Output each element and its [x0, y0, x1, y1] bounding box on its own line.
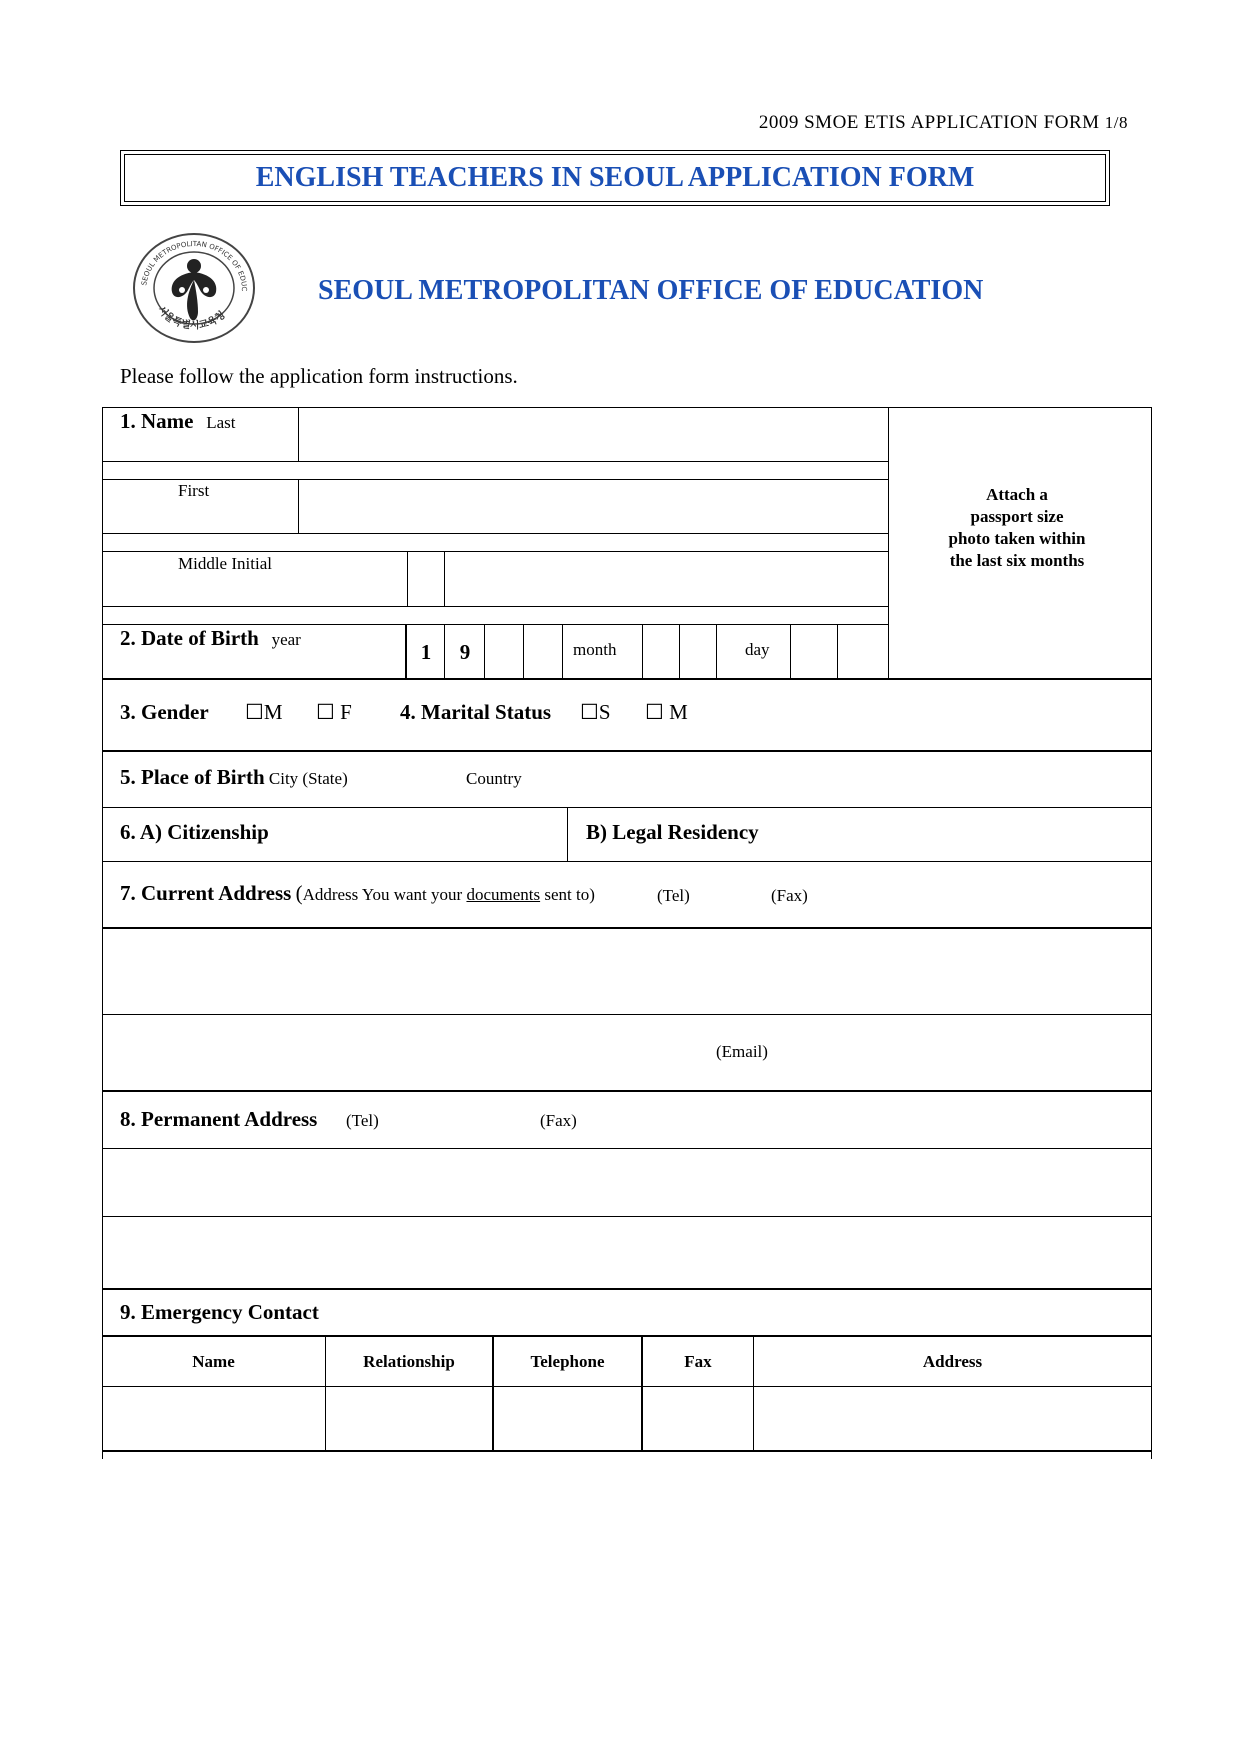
first-label: First	[178, 481, 210, 500]
page-number: 1/8	[1104, 113, 1128, 132]
form-id: 2009 SMOE ETIS APPLICATION FORM	[758, 112, 1100, 133]
office-name: SEOUL METROPOLITAN OFFICE OF EDUCATION	[318, 275, 984, 306]
emergency-col-relationship: Relationship	[363, 1352, 455, 1371]
name-label: 1. Name Last	[120, 409, 236, 433]
form-page-header	[759, 112, 1128, 134]
emergency-col-name: Name	[192, 1352, 235, 1371]
gender-male-checkbox[interactable]: ☐M	[245, 700, 283, 724]
birthplace-label: 5. Place of Birth City (State)	[120, 765, 348, 789]
year-digit-3-field[interactable]	[485, 625, 523, 678]
svg-text:SEOUL METROPOLITAN OFFICE OF E: SEOUL METROPOLITAN OFFICE OF EDUC	[140, 239, 249, 292]
year-digit-4-field[interactable]	[524, 625, 562, 678]
day-label: day	[745, 640, 770, 659]
svg-text:서울특별시교육청: 서울특별시교육청	[155, 304, 228, 332]
current-tel-label: (Tel)	[657, 886, 690, 905]
permanent-address-field-line-2[interactable]	[103, 1217, 1150, 1287]
day-digit-2-field[interactable]	[838, 625, 888, 678]
page-title: ENGLISH TEACHERS IN SEOUL APPLICATION FORM	[255, 162, 975, 193]
month-digit-2-field[interactable]	[680, 625, 716, 678]
current-address-label: 7. Current Address (Address You want your documents sent to)	[120, 881, 595, 905]
permanent-address-label: 8. Permanent Address	[120, 1107, 318, 1131]
emergency-address-field[interactable]	[754, 1387, 1150, 1449]
emergency-col-fax: Fax	[684, 1352, 712, 1371]
emergency-col-telephone: Telephone	[530, 1352, 605, 1371]
instructions-text: Please follow the application form instructions.	[120, 364, 518, 388]
year-digit-1: 1	[420, 640, 432, 664]
middle-initial-label: Middle Initial	[178, 554, 272, 573]
permanent-tel-label: (Tel)	[346, 1111, 379, 1130]
permanent-fax-label: (Fax)	[540, 1111, 577, 1130]
birthplace-country-label: Country	[466, 769, 522, 788]
permanent-address-field-line-1[interactable]	[103, 1149, 1150, 1215]
emergency-telephone-field[interactable]	[494, 1387, 640, 1449]
emergency-col-address: Address	[922, 1352, 983, 1371]
month-digit-1-field[interactable]	[643, 625, 679, 678]
legal-residency-label: B) Legal Residency	[586, 820, 759, 844]
dob-label: 2. Date of Birth year	[120, 626, 301, 650]
citizenship-label: 6. A) Citizenship	[120, 820, 269, 844]
gender-label: 3. Gender	[120, 700, 209, 724]
emergency-fax-field[interactable]	[643, 1387, 752, 1449]
seal-icon	[132, 232, 256, 344]
title-box	[120, 150, 1110, 206]
gender-female-checkbox[interactable]: ☐ F	[316, 700, 352, 724]
current-email-label: (Email)	[716, 1042, 768, 1061]
current-address-field-line-1[interactable]	[103, 929, 1150, 1013]
month-label: month	[573, 640, 617, 659]
last-name-field[interactable]	[299, 408, 888, 461]
marital-married-checkbox[interactable]: ☐ M	[645, 700, 688, 724]
emergency-name-field[interactable]	[103, 1387, 325, 1449]
emergency-contact-label: 9. Emergency Contact	[120, 1300, 319, 1324]
emergency-relationship-field[interactable]	[326, 1387, 491, 1449]
marital-status-label: 4. Marital Status	[400, 700, 552, 724]
photo-attachment-box[interactable]: Attach a passport size photo taken within the last six months	[948, 485, 1086, 570]
first-name-field[interactable]	[299, 480, 888, 533]
current-fax-label: (Fax)	[771, 886, 808, 905]
year-digit-2: 9	[459, 640, 471, 664]
day-digit-1-field[interactable]	[791, 625, 837, 678]
middle-initial-field[interactable]	[408, 552, 444, 606]
marital-single-checkbox[interactable]: ☐S	[580, 700, 611, 724]
